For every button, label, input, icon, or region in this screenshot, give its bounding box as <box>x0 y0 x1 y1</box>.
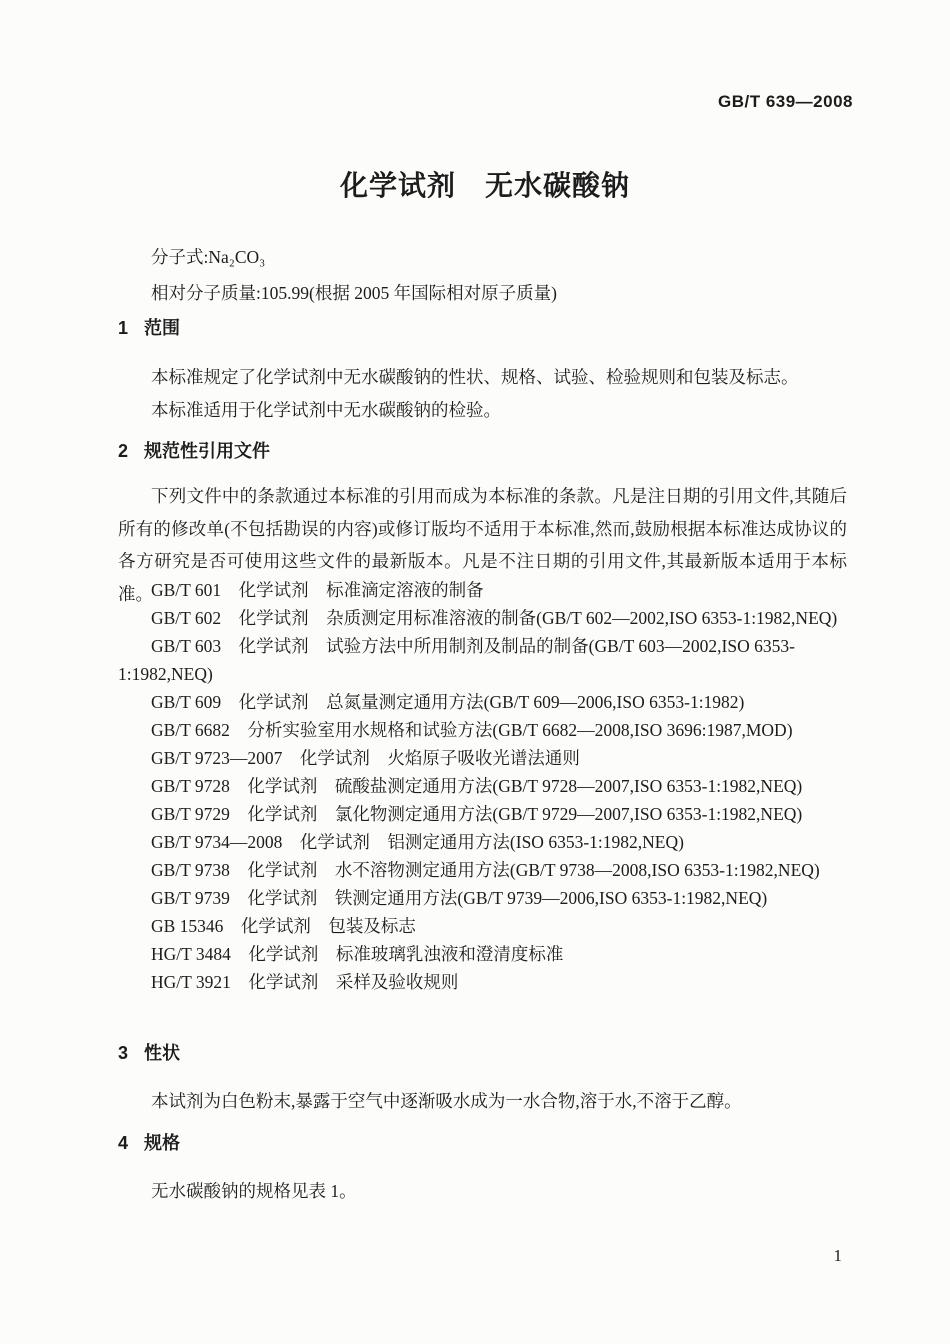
reference-item: GB/T 6682 分析实验室用水规格和试验方法(GB/T 6682—2008,ISO 3696:1987,MOD) <box>151 720 793 740</box>
section-4-heading <box>118 1133 847 1153</box>
section-3-number: 3 <box>118 1043 129 1063</box>
paragraph: 本试剂为白色粉末,暴露于空气中逐渐吸水成为一水合物,溶于水,不溶于乙醇。 <box>151 1091 742 1111</box>
section-2-heading <box>118 441 847 461</box>
reference-item: GB/T 9728 化学试剂 硫酸盐测定通用方法(GB/T 9728—2007,ISO 6353-1:1982,NEQ) <box>151 776 803 796</box>
reference-item: GB/T 609 化学试剂 总氮量测定通用方法(GB/T 609—2006,ISO 6353-1:1982) <box>151 692 745 712</box>
section-4-number: 4 <box>118 1133 129 1153</box>
intro-block <box>118 239 847 311</box>
reference-item: GB/T 9734—2008 化学试剂 铝测定通用方法(ISO 6353-1:1982,NEQ) <box>151 832 684 852</box>
reference-item: GB/T 9723—2007 化学试剂 火焰原子吸收光谱法通则 <box>151 748 580 768</box>
reference-item: GB/T 602 化学试剂 杂质测定用标准溶液的制备(GB/T 602—2002,ISO 6353-1:1982,NEQ) <box>151 608 838 628</box>
paragraph: 下列文件中的条款通过本标准的引用而成为本标准的条款。凡是注日期的引用文件,其随后所有的修改单(不包括勘误的内容)或修订版均不适用于本标准,然而,鼓励根据本标准达成协议的各方研究是否可使用这些文件的最新版本。凡是不注日期的引用文件,其最新版本适用于本标准。 <box>118 486 847 604</box>
reference-item: GB/T 9739 化学试剂 铁测定通用方法(GB/T 9739—2006,ISO 6353-1:1982,NEQ) <box>151 888 768 908</box>
section-1-heading <box>118 318 847 338</box>
molecular-formula: 分子式:Na₂CO₃ <box>151 247 266 267</box>
section-1-title: 范围 <box>144 318 181 338</box>
reference-item: GB/T 603 化学试剂 试验方法中所用制剂及制品的制备(GB/T 603—2002,ISO 6353-1:1982,NEQ) <box>118 636 795 684</box>
reference-item: HG/T 3921 化学试剂 采样及验收规则 <box>151 972 459 992</box>
section-4-body <box>118 1175 847 1208</box>
section-3-heading <box>118 1043 847 1063</box>
references-list <box>118 576 847 996</box>
section-3-body <box>118 1085 847 1118</box>
document-title: 化学试剂 无水碳酸钠 <box>339 170 630 201</box>
reference-item: GB 15346 化学试剂 包装及标志 <box>151 916 416 936</box>
standard-code: GB/T 639—2008 <box>717 92 853 111</box>
section-2-number: 2 <box>118 441 129 461</box>
section-4-title: 规格 <box>144 1133 181 1153</box>
page-number: 1 <box>833 1246 842 1265</box>
section-3-title: 性状 <box>144 1043 181 1063</box>
section-2-title: 规范性引用文件 <box>144 441 271 461</box>
paragraph: 无水碳酸钠的规格见表 1。 <box>151 1181 357 1201</box>
section-1-number: 1 <box>118 318 129 338</box>
section-1-body <box>118 361 847 426</box>
relative-molecular-mass: 相对分子质量:105.99(根据 2005 年国际相对原子质量) <box>151 283 557 303</box>
reference-item: HG/T 3484 化学试剂 标准玻璃乳浊液和澄清度标准 <box>151 944 564 964</box>
paragraph: 本标准适用于化学试剂中无水碳酸钠的检验。 <box>151 399 501 420</box>
reference-item: GB/T 9738 化学试剂 水不溶物测定通用方法(GB/T 9738—2008,ISO 6353-1:1982,NEQ) <box>151 860 820 880</box>
paragraph: 本标准规定了化学试剂中无水碳酸钠的性状、规格、试验、检验规则和包装及标志。 <box>151 367 799 387</box>
reference-item: GB/T 9729 化学试剂 氯化物测定通用方法(GB/T 9729—2007,ISO 6353-1:1982,NEQ) <box>151 804 803 824</box>
reference-item: GB/T 601 化学试剂 标准滴定溶液的制备 <box>151 580 484 600</box>
